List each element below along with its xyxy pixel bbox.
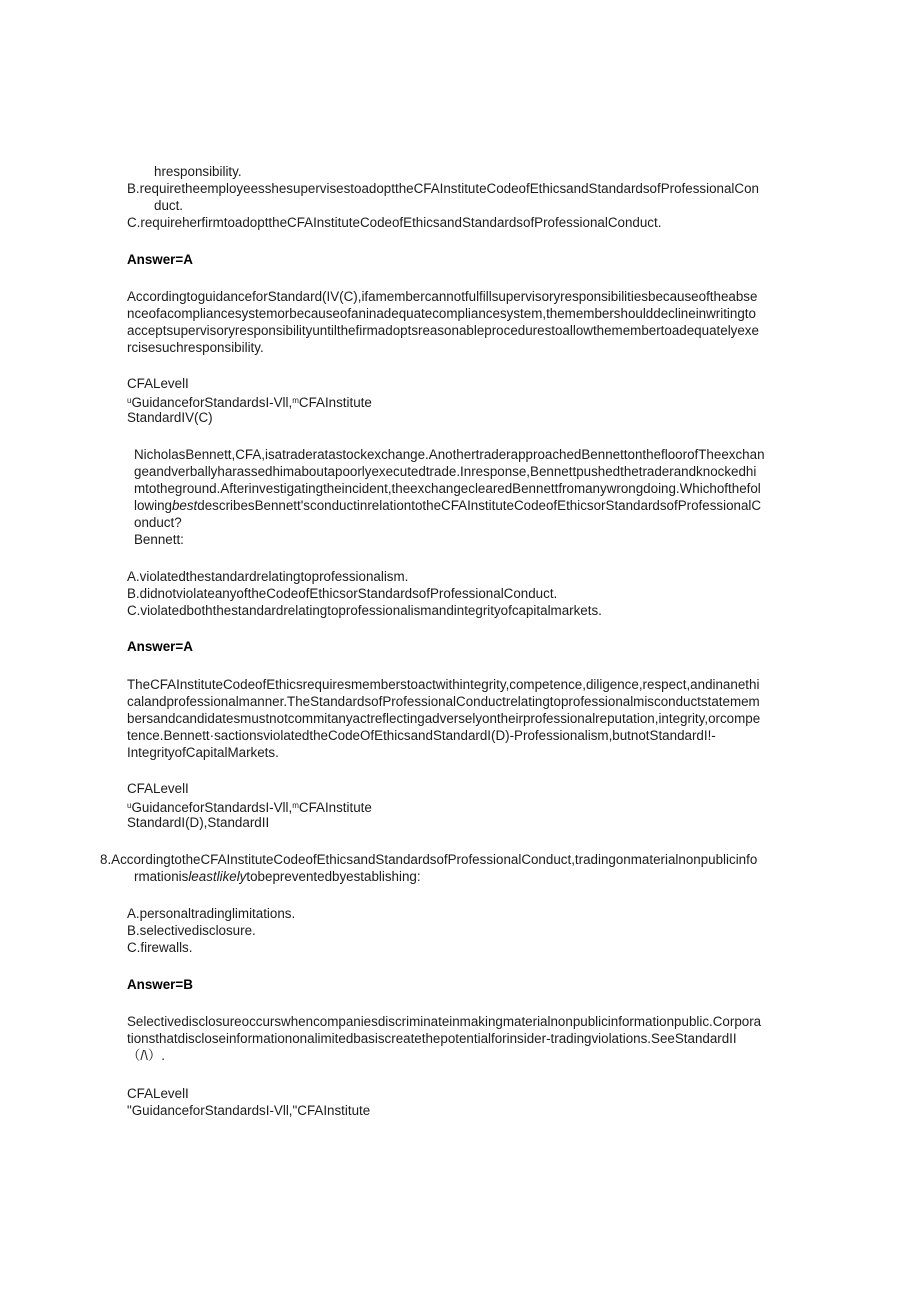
stem-emphasis: leastlikely <box>188 869 247 884</box>
question-stem-line: 8.AccordingtotheCFAInstituteCodeofEthicsandStandardsofProfessionalConduct,tradingonmaterialnonpublicinfo <box>100 852 758 867</box>
explanation-line: bersandcandidatesmustnotcommitanyactreflectingadverselyontheirprofessionalreputation,integrity,orcompe <box>127 711 761 726</box>
option-c: C.violatedboththestandardrelatingtoprofessionalismandintegrityofcapitalmarkets. <box>127 603 602 618</box>
option-a: A.violatedthestandardrelatingtoprofessionalism. <box>127 569 409 584</box>
reference-guidance-text: GuidanceforStandardsI-Vll, <box>131 395 293 410</box>
explanation-line: nceofacompliancesystemorbecauseofaninadequatecompliancesystem,themembershoulddeclineinwritingto <box>127 306 756 321</box>
stem-text: lowing <box>134 498 172 513</box>
explanation-line: TheCFAInstituteCodeofEthicsrequiresmemberstoactwithintegrity,competence,diligence,respect,andinanethi <box>127 677 760 692</box>
explanation-line: tence.Bennett·sactionsviolatedtheCodeOfEthicsandStandardI(D)-Professionalism,butnotStandardI!- <box>127 728 716 743</box>
answer-label: Answer=A <box>127 639 193 654</box>
question-stem-line: Bennett: <box>134 532 184 547</box>
reference-guidance-text: GuidanceforStandardsI-Vll, <box>131 800 293 815</box>
question-stem-line: NicholasBennett,CFA,isatraderatastockexchange.AnothertraderapproachedBennettonthefloorofTheexchan <box>134 447 765 462</box>
option-b-continuation: duct. <box>154 198 184 213</box>
question-stem-line: onduct? <box>134 515 182 530</box>
explanation-line: calandprofessionalmanner.TheStandardsofProfessionalConductrelatingtoprofessionalmisconductstatemem <box>127 694 760 709</box>
answer-label: Answer=B <box>127 977 193 992</box>
explanation-line: IntegrityofCapitalMarkets. <box>127 745 279 760</box>
option-a: A.personaltradinglimitations. <box>127 906 296 921</box>
stem-text: rmationis <box>134 869 189 884</box>
stem-text: tobepreventedbyestablishing: <box>246 869 421 884</box>
reference-standard: StandardIV(C) <box>127 410 213 425</box>
option-c: C.requireherfirmtoadopttheCFAInstituteCodeofEthicsandStandardsofProfessionalConduct. <box>127 215 662 230</box>
reference-level: CFALevelI <box>127 376 189 391</box>
reference-guidance: "GuidanceforStandardsI-Vll,"CFAInstitute <box>127 1103 371 1118</box>
reference-mark: u <box>127 801 132 810</box>
explanation-line: acceptsupervisoryresponsibilityuntilthefirmadoptsreasonableprocedurestoallowthemembertoadequatelyexe <box>127 323 759 338</box>
question-stem-line <box>134 497 761 514</box>
reference-institute: CFAInstitute <box>298 800 372 815</box>
reference-institute: CFAInstitute <box>298 395 372 410</box>
explanation-line: AccordingtoguidanceforStandard(IV(C),ifamembercannotfulfillsupervisoryresponsibilitiesbecauseoftheabse <box>127 289 758 304</box>
explanation-line: tionsthatdiscloseinformationonalimitedbasiscreatethepotentialforinsider-tradingviolations.SeeStandardII <box>127 1031 737 1046</box>
explanation-line: （/\）. <box>127 1048 165 1063</box>
question-stem-line <box>134 868 421 885</box>
reference-mark: m <box>292 396 299 405</box>
option-c: C.firewalls. <box>127 940 193 955</box>
question-stem-line: geandverballyharassedhimaboutapoorlyexecutedtrade.Inresponse,Bennettpushedthetraderandknockedhi <box>134 464 757 479</box>
option-b: B.requiretheemployeesshesupervisestoadopttheCFAInstituteCodeofEthicsandStandardsofProfessionalCon <box>127 181 759 196</box>
reference-level: CFALevelI <box>127 1086 189 1101</box>
reference-standard: StandardI(D),StandardII <box>127 815 270 830</box>
explanation-line: Selectivedisclosureoccurswhencompaniesdiscriminateinmakingmaterialnonpublicinformationpublic.Corpora <box>127 1014 762 1029</box>
option-a-continuation: hresponsibility. <box>154 164 242 179</box>
reference-mark: u <box>127 396 132 405</box>
option-b: B.didnotviolateanyoftheCodeofEthicsorStandardsofProfessionalConduct. <box>127 586 558 601</box>
question-stem-line: mtotheground.Afterinvestigatingtheincident,theexchangeclearedBennettfromanywrongdoing.Whichofthefol <box>134 481 761 496</box>
answer-label: Answer=A <box>127 252 193 267</box>
explanation-line: rcisesuchresponsibility. <box>127 340 264 355</box>
option-b: B.selectivedisclosure. <box>127 923 256 938</box>
reference-level: CFALevelI <box>127 781 189 796</box>
stem-emphasis: best <box>171 498 198 513</box>
stem-text: describesBennett'sconductinrelationtotheCFAInstituteCodeofEthicsorStandardsofProfessionalC <box>197 498 762 513</box>
reference-mark: m <box>292 801 299 810</box>
